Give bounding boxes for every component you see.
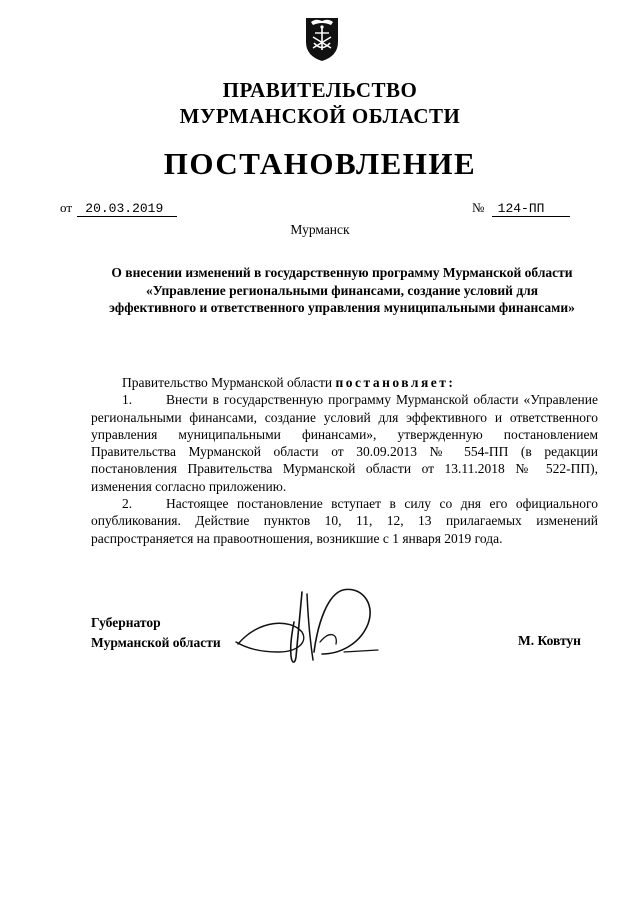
signatory-role [91,613,221,653]
signatory-name: М. Ковтун [518,633,581,648]
date-line [60,200,177,217]
signatory-role-line2: Мурманской области [91,635,221,650]
item-2 [91,495,598,547]
number-line [472,200,570,217]
city-name: Мурманск [290,222,350,237]
document-type-title: ПОСТАНОВЛЕНИЕ [163,146,477,181]
date-prefix: от [60,200,73,215]
government-title-line1: ПРАВИТЕЛЬСТВО [222,78,418,102]
preamble [91,374,598,391]
decree-number: 124-ПП [492,201,571,217]
item-1-number: 1. [122,392,133,408]
decree-subject: О внесении изменений в государственную программу Мурманской области «Управление региональными финансами, создание условий для эффективного и ответственного управления муниципальными финансами» [109,265,575,315]
item-1-text: Внести в государственную программу Мурманской области «Управление региональными финансами, создание условий для эффективного и ответственного управления муниципальными финансами», утвержденную постановлением Правительства Мурманской области от 30.09.2013 № 554-ПП (в редакции постановления Правительства Мурманской области от 13.11.2018 № 522-ПП), изменения согласно приложению. [91,392,598,494]
handwritten-signature [218,582,388,672]
item-2-text: Настоящее постановление вступает в силу со дня его официального опубликования. Действие пунктов 10, 11, 12, 13 прилагаемых изменений распространяется на правоотношения, возникшие с 1 января 2019 года. [91,496,598,546]
preamble-action: постановляет: [335,375,456,390]
coat-of-arms-icon [302,12,342,62]
preamble-start: Правительство Мурманской области [122,375,333,390]
item-1 [91,391,598,495]
signatory-role-line1: Губернатор [91,615,161,630]
item-2-number: 2. [122,496,133,512]
number-prefix: № [472,200,485,215]
decree-body [91,374,598,547]
decree-date: 20.03.2019 [77,201,177,217]
government-title-line2: МУРМАНСКОЙ ОБЛАСТИ [179,104,461,128]
